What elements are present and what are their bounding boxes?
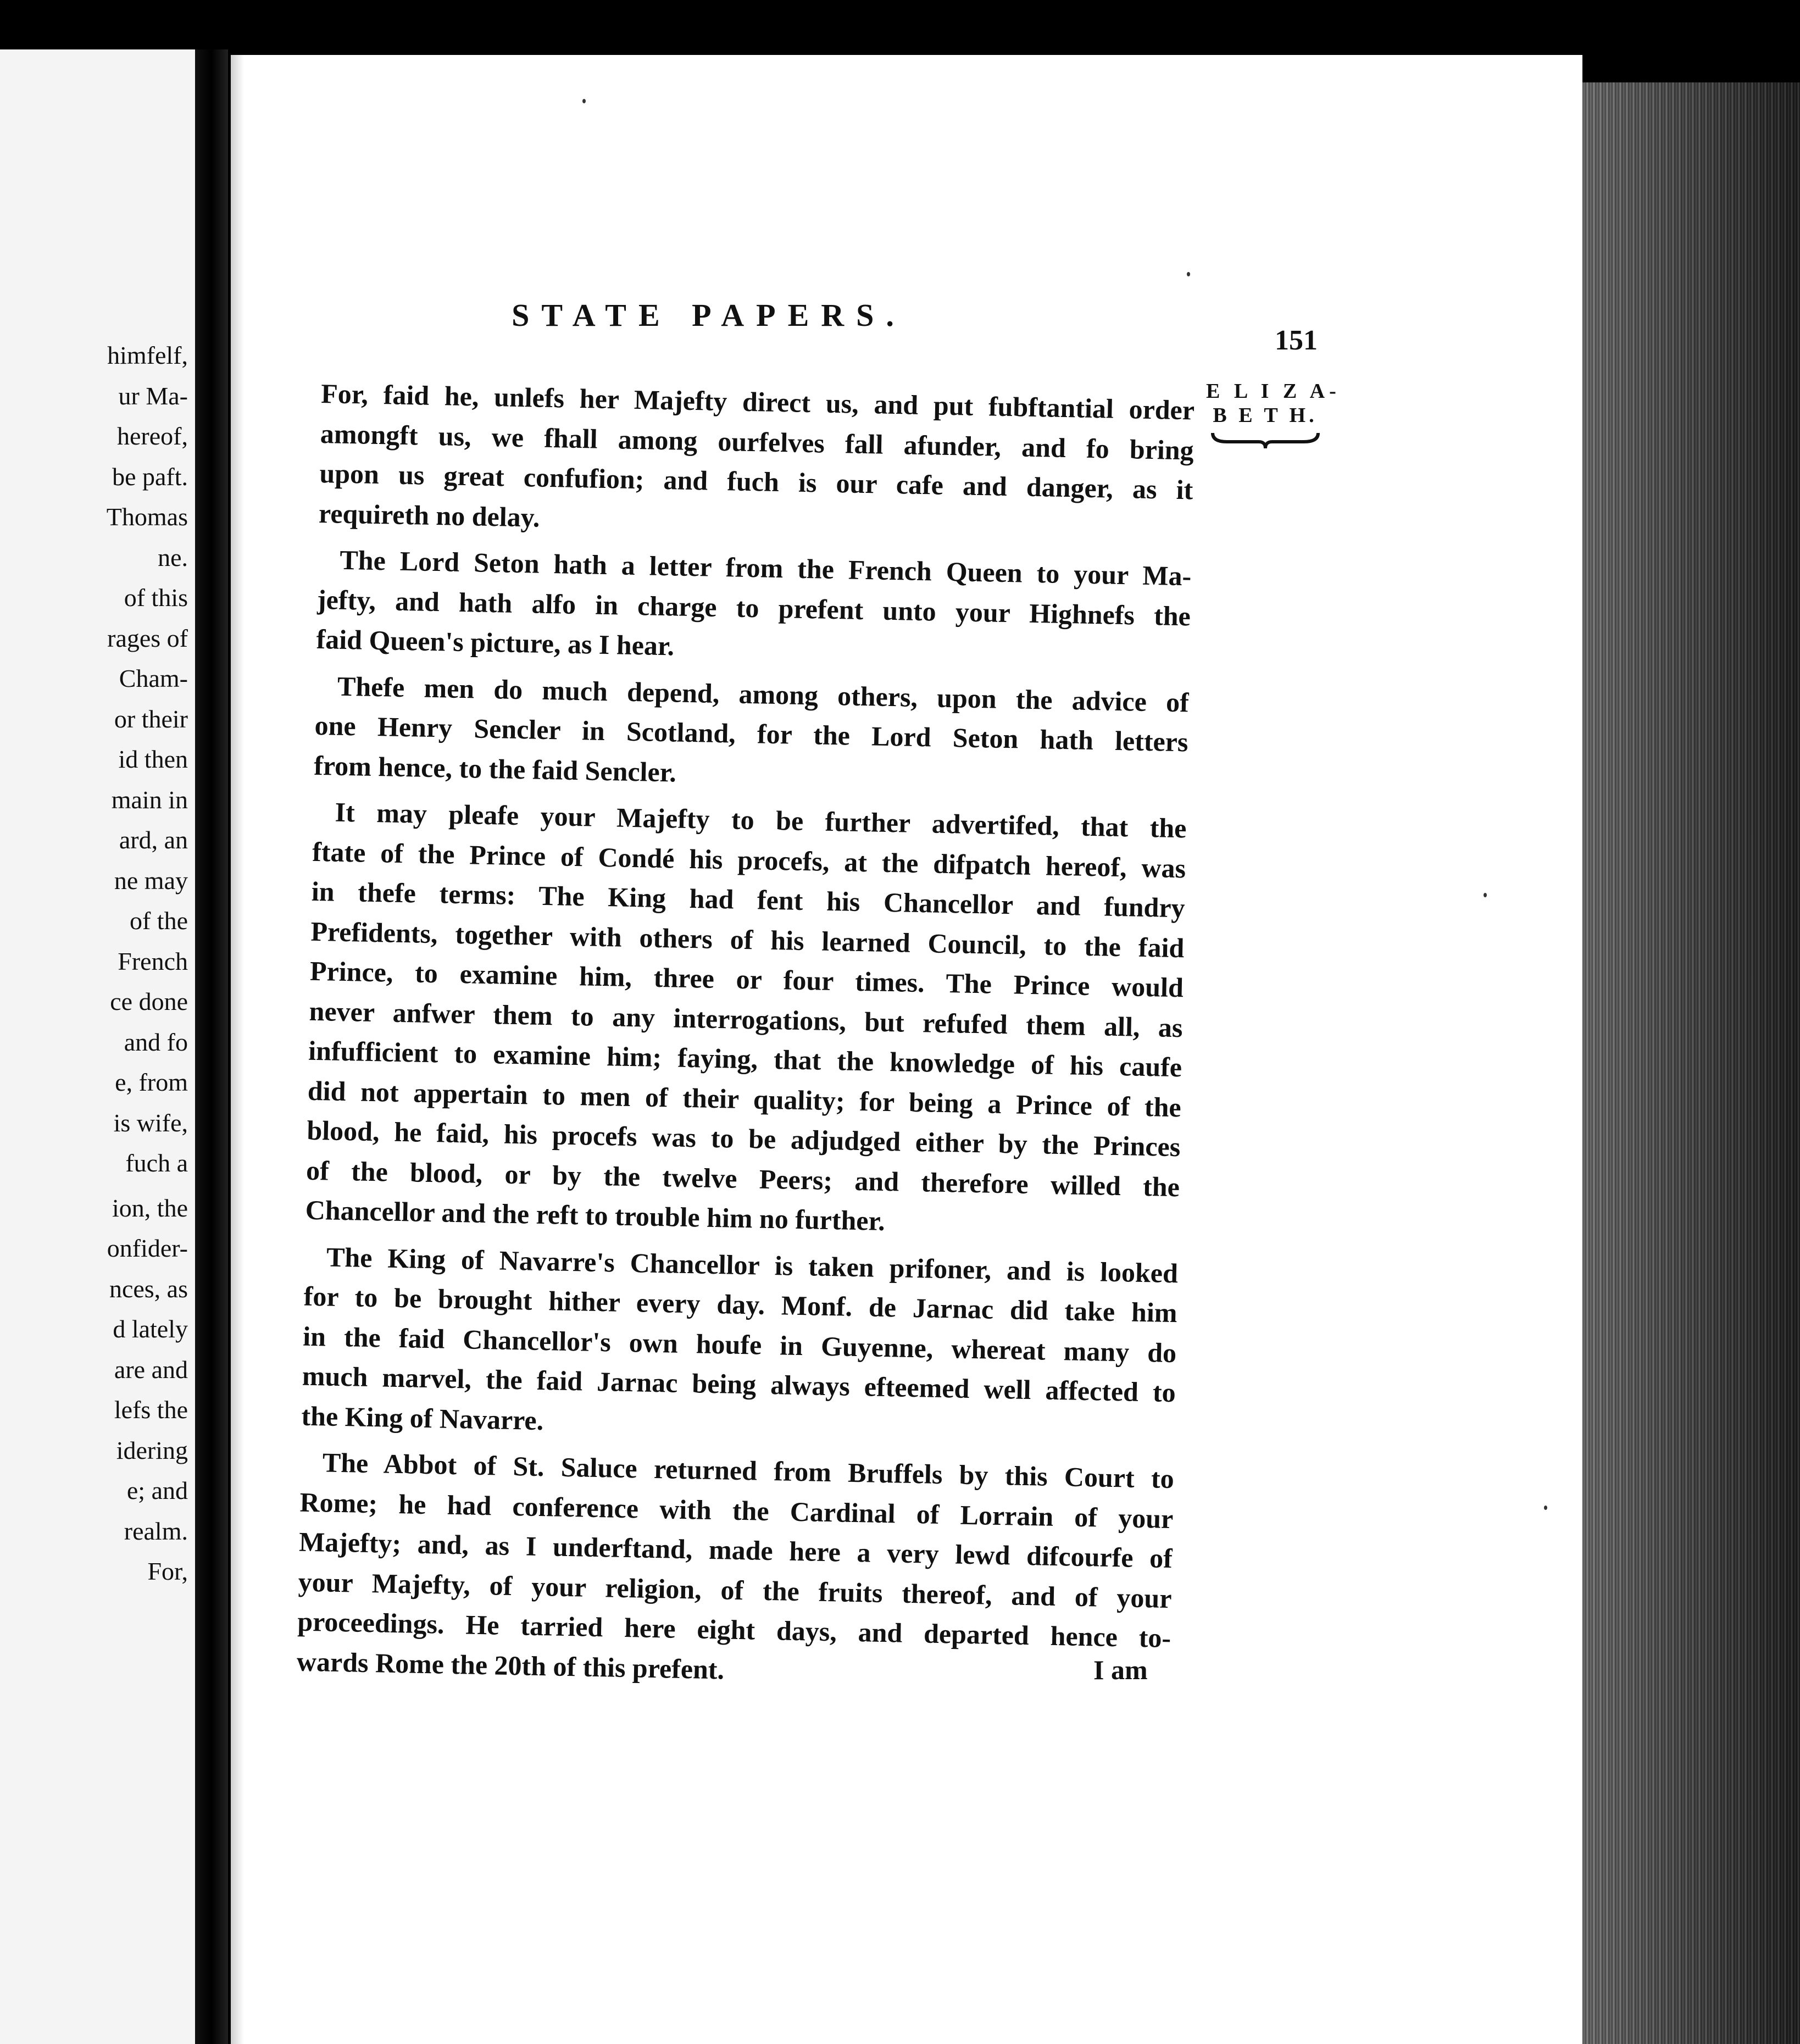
previous-page-line: rages of: [107, 624, 188, 652]
previous-page-line: ce done: [110, 987, 188, 1015]
paper-speck: [1187, 272, 1190, 276]
margin-note-line1: E L I Z A-: [1206, 380, 1341, 403]
text-line: for to be brought hither every day. Monf. de Jarnac did take him: [303, 1280, 1178, 1329]
text-line: amongft us, we fhall among ourfelves fall afunder, and fo bring: [320, 418, 1195, 465]
previous-page-line: fuch a: [125, 1149, 188, 1177]
previous-page-line: of this: [124, 584, 188, 612]
paragraph: [305, 792, 1187, 1247]
paragraph: [296, 1442, 1174, 1698]
previous-page-line: be paft.: [112, 462, 188, 491]
previous-page: [0, 49, 195, 2044]
previous-page-line: e; and: [126, 1476, 188, 1504]
paragraph: [314, 665, 1190, 802]
paper-speck: [1484, 893, 1487, 897]
running-head: STATE PAPERS.: [512, 297, 906, 333]
previous-page-line: himfelf,: [107, 341, 188, 369]
text-line: much marvel, the faid Jarnac being always efteemed well affected to: [302, 1360, 1176, 1408]
text-line: For, faid he, unlefs her Majefty direct us, and put fubftantial order: [320, 377, 1195, 426]
previous-page-line: ard, an: [119, 826, 188, 854]
text-line: in the faid Chancellor's own houfe in Guyenne, whereat many do: [302, 1320, 1177, 1368]
text-line: It may pleafe your Majefty to be further advertifed, that the: [335, 796, 1187, 844]
page-fore-edge: [1582, 82, 1800, 2044]
previous-page-line: idering: [116, 1436, 188, 1464]
margin-note-line2: B E T H.: [1213, 404, 1318, 427]
text-line: from hence, to the faid Sencler.: [313, 749, 677, 788]
text-line: never anfwer them to any interrogations, but refufed them all, as: [309, 995, 1183, 1043]
previous-page-line: Thomas: [106, 503, 188, 531]
catchword: I am: [1093, 1654, 1148, 1685]
text-line: Thefe men do much depend, among others, upon the advice of: [337, 670, 1190, 718]
text-line: Prefidents, together with others of his learned Council, to the faid: [310, 915, 1185, 963]
previous-page-line: Cham-: [119, 664, 188, 692]
text-line: Chancellor and the reft to trouble him no further.: [305, 1194, 886, 1236]
previous-page-line: and fo: [124, 1027, 188, 1056]
text-line: your Majefty, of your religion, of the fruits thereof, and of your: [298, 1566, 1173, 1614]
previous-page-line: d lately: [113, 1315, 188, 1343]
previous-page-line: For,: [147, 1557, 188, 1585]
text-line: in thefe terms: The King had fent his Chancellor and fundry: [311, 875, 1186, 924]
previous-page-line: nces, as: [109, 1274, 188, 1303]
previous-page-line: ne.: [158, 543, 188, 571]
book-gutter: [195, 49, 228, 2044]
paper-speck: [1544, 1506, 1547, 1510]
text-line: infufficient to examine him; faying, that the knowledge of his caufe: [308, 1035, 1182, 1083]
paper-speck: [582, 99, 586, 103]
text-line: requireth no delay.: [318, 497, 540, 533]
previous-page-line: e, from: [115, 1068, 188, 1096]
previous-page-line: realm.: [124, 1517, 188, 1545]
previous-page-line: lefs the: [114, 1396, 188, 1424]
previous-page-line: of the: [129, 907, 188, 935]
text-line: of the blood, or by the twelve Peers; and therefore willed the: [305, 1154, 1180, 1202]
previous-page-line: onfider-: [107, 1234, 188, 1262]
text-line: did not appertain to men of their quality; for being a Prince of the: [307, 1075, 1182, 1123]
text-line: proceedings. He tarried here eight days, and departed hence to-: [297, 1606, 1171, 1654]
previous-page-line: hereof,: [117, 422, 188, 450]
paragraph: [316, 540, 1192, 676]
paragraph: [318, 374, 1195, 549]
text-line: jefty, and hath alfo in charge to prefent unto your Highnefs the: [316, 584, 1191, 631]
previous-page-line: ur Ma-: [118, 381, 188, 410]
previous-page-line: ne may: [114, 866, 188, 895]
paragraph: [301, 1236, 1179, 1452]
margin-note: [1206, 379, 1341, 451]
previous-page-line: are and: [114, 1355, 188, 1384]
text-line: ftate of the Prince of Condé his procefs, at the difpatch hereof, was: [312, 836, 1186, 884]
previous-page-text: [0, 335, 192, 1592]
text-line: wards Rome the 20th of this prefent.: [296, 1646, 725, 1685]
brace-icon: [1210, 431, 1320, 451]
previous-page-line: French: [118, 947, 188, 975]
text-line: faid Queen's picture, as I hear.: [316, 623, 675, 662]
text-line: Rome; he had conference with the Cardinal of Lorrain of your: [299, 1486, 1174, 1534]
text-line: Majefty; and, as I underftand, made here a very lewd difcourfe of: [298, 1526, 1173, 1574]
page-number: 151: [1275, 325, 1318, 356]
previous-page-line: ion, the: [112, 1193, 188, 1222]
text-line: one Henry Sencler in Scotland, for the Lord Seton hath letters: [314, 709, 1188, 758]
previous-page-line: id then: [118, 745, 188, 773]
text-line: blood, he faid, his procefs was to be adjudged either by the Princes: [307, 1114, 1181, 1163]
text-line: the King of Navarre.: [301, 1400, 544, 1436]
text-line: upon us great confufion; and fuch is our cafe and danger, as it: [319, 457, 1193, 506]
text-line: The Lord Seton hath a letter from the French Queen to your Ma-: [339, 544, 1192, 592]
text-line: The Abbot of St. Saluce returned from Bruffels by this Court to: [322, 1447, 1175, 1495]
body-text: [296, 374, 1195, 1698]
text-line: The King of Navarre's Chancellor is taken prifoner, and is looked: [326, 1241, 1179, 1288]
previous-page-line: is wife,: [113, 1108, 188, 1137]
previous-page-line: main in: [111, 785, 188, 814]
previous-page-line: or their: [114, 704, 188, 733]
text-line: Prince, to examine him, three or four times. The Prince would: [309, 955, 1184, 1003]
